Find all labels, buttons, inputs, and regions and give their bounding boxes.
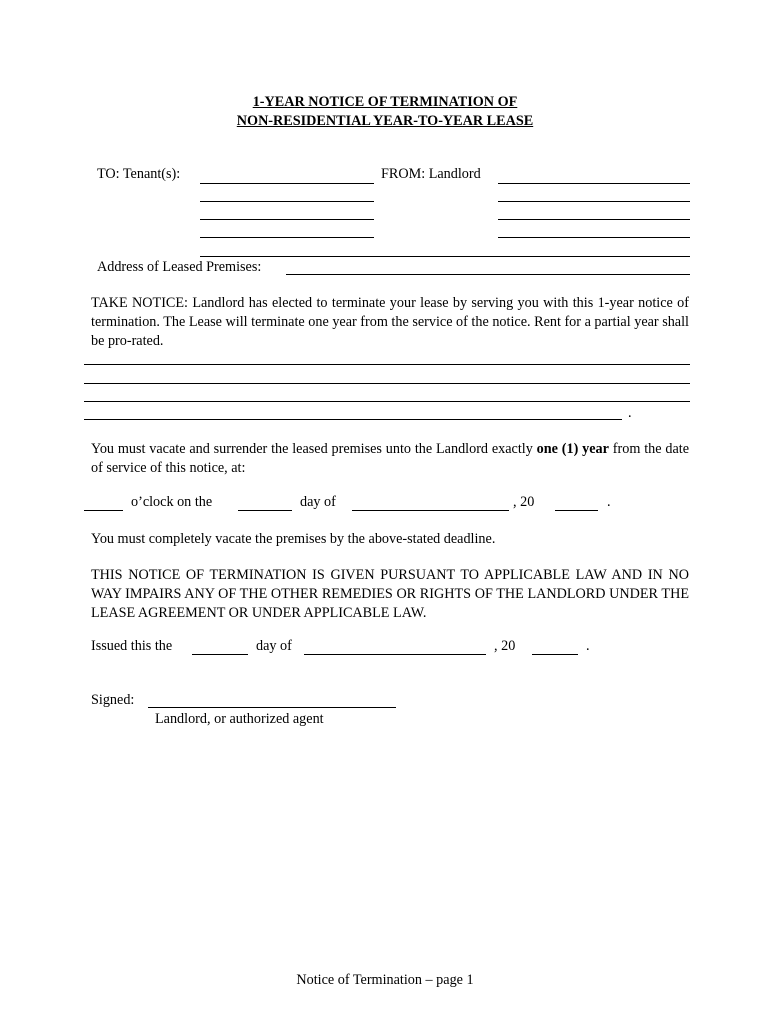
deadline-text: You must completely vacate the premises by the above-stated deadline.	[91, 531, 496, 547]
notice-blank-line-3[interactable]	[84, 401, 690, 402]
landlord-name-field-2[interactable]	[498, 201, 690, 202]
landlord-name-field-3[interactable]	[498, 219, 690, 220]
landlord-name-field-1[interactable]	[498, 183, 690, 184]
issued-year-prefix: , 20	[494, 638, 516, 654]
tenant-landlord-extra-line[interactable]	[200, 256, 690, 257]
from-landlord-label: FROM: Landlord	[381, 166, 481, 182]
to-tenants-label: TO: Tenant(s):	[97, 166, 181, 182]
issued-period: .	[586, 638, 590, 654]
notice-period: .	[628, 405, 632, 421]
vacate-paragraph	[91, 440, 689, 478]
tenant-name-field-2[interactable]	[200, 201, 374, 202]
issued-day-of-label: day of	[256, 638, 292, 654]
vacate-year-prefix: , 20	[513, 494, 535, 510]
issued-month-field[interactable]	[304, 654, 486, 655]
signature-caption: Landlord, or authorized agent	[155, 711, 324, 727]
issued-year-field[interactable]	[532, 654, 578, 655]
vacate-month-field[interactable]	[352, 510, 509, 511]
vacate-year-field[interactable]	[555, 510, 598, 511]
tenant-name-field-3[interactable]	[200, 219, 374, 220]
vacate-text-after: from the date of service of this notice, at:	[91, 441, 689, 476]
address-field[interactable]	[286, 274, 690, 275]
tenant-name-field-1[interactable]	[200, 183, 374, 184]
vacate-text-before: You must vacate and surrender the leased premises unto the Landlord exactly	[91, 441, 537, 457]
notice-blank-line-4[interactable]	[84, 419, 622, 420]
vacate-period-bold: one (1) year	[536, 441, 609, 457]
document-title-line2: NON-RESIDENTIAL YEAR-TO-YEAR LEASE	[236, 113, 534, 129]
take-notice-paragraph: TAKE NOTICE: Landlord has elected to terminate your lease by serving you with this 1-year notice of termination. The Lease will terminate one year from the service of the notice. Rent for a partial year shall be pro-rated.	[91, 295, 689, 349]
hour-field[interactable]	[84, 510, 123, 511]
document-title-line1: 1-YEAR NOTICE OF TERMINATION OF	[252, 94, 518, 110]
notice-blank-line-1[interactable]	[84, 364, 690, 365]
issued-label: Issued this the	[91, 638, 173, 654]
page-footer: Notice of Termination – page 1	[296, 972, 474, 988]
vacate-day-field[interactable]	[238, 510, 292, 511]
signed-label: Signed:	[91, 692, 135, 708]
legal-paragraph: THIS NOTICE OF TERMINATION IS GIVEN PURSUANT TO APPLICABLE LAW AND IN NO WAY IMPAIRS ANY OF THE OTHER REMEDIES OR RIGHTS OF THE LANDLORD UNDER THE LEASE AGREEMENT OR UNDER APPLICABLE LAW.	[91, 567, 689, 621]
notice-blank-line-2[interactable]	[84, 383, 690, 384]
signature-field[interactable]	[148, 707, 396, 708]
issued-day-field[interactable]	[192, 654, 248, 655]
vacate-day-of-label: day of	[300, 494, 336, 510]
tenant-name-field-4[interactable]	[200, 237, 374, 238]
landlord-name-field-4[interactable]	[498, 237, 690, 238]
address-label: Address of Leased Premises:	[97, 259, 262, 275]
oclock-label: o’clock on the	[131, 494, 213, 510]
vacate-period: .	[607, 494, 611, 510]
